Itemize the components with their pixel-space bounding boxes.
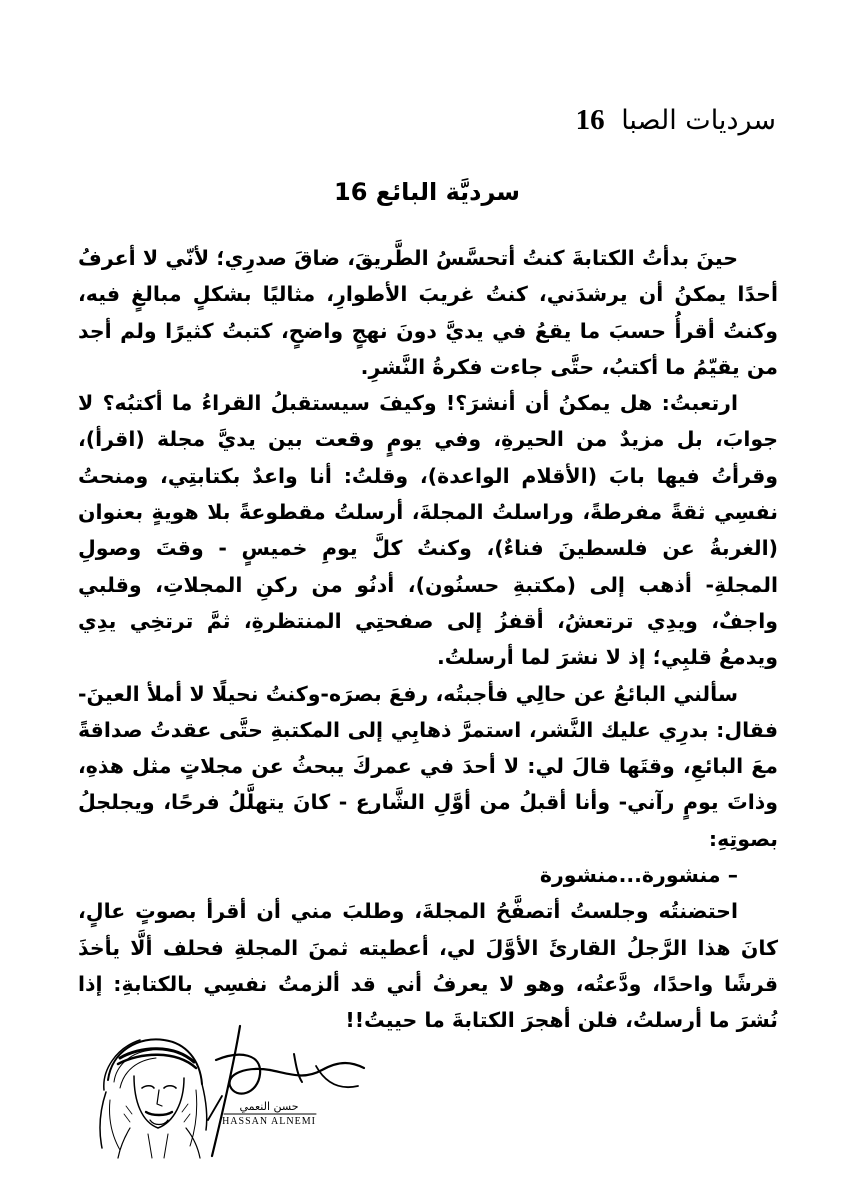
paragraph-3: سألني البائعُ عن حالِي فأجبتُه، رفعَ بصرَه-وكنتُ نحيلًا لا أملأ العينَ-فقال: بدرِي عليك النَّشر، استمرَّ ذهابِي إلى المكتبةِ حتَّى عقدتُ صداقةً معَ البائعِ، وقتَها قالَ لي: لا أحدَ في عمركَ يبحثُ عن مجلاتٍ مثل هذهِ، وذاتَ يومٍ رآني- وأنا أقبلُ من أوَّلِ الشَّارع - كانَ يتهلَّلُ فرحًا، ويجلجلُ بصوتِهِ: [78,681,778,851]
signature-name-english: HASSAN ALNEMI [222,1116,316,1127]
body-text [78,240,778,1039]
series-number: 16 [575,104,605,136]
signature-name-arabic: حسن النعمي [239,1100,299,1113]
paragraph-2: ارتعبتُ: هل يمكنُ أن أنشرَ؟! وكيفَ سيستقبلُ القراءُ ما أكتبُه؟ لا جوابَ، بل مزيدٌ من الحيرةِ، وفي يومٍ وقعت بين يديَّ مجلة (اقرأ)، وقرأتُ فيها بابَ (الأقلام الواعدة)، وقلتُ: أنا واعدٌ بكتابتِي، ومنحتُ نفسِي ثقةً مفرطةً، وراسلتُ المجلةَ، أرسلتُ مقطوعةً بلا هويةٍ بعنوان (الغربةُ عن فلسطينَ فناءٌ)، وكنتُ كلَّ يومِ خميسٍ - وقتَ وصولِ المجلةِ- أذهب إلى (مكتبةِ حسنُون)، أدنُو من ركنِ المجلاتِ، وقلبي واجفٌ، ويدِي ترتعشُ، أقفزُ إلى صفحتِي المنتظرةِ، ثمَّ ترتخِي يدِي ويدمعُ قلبِي؛ إذ لا نشرَ لما أرسلتُ. [78,391,778,670]
paragraph-1: حينَ بدأتُ الكتابةَ كنتُ أتحسَّسُ الطَّريقَ، ضاقَ صدرِي؛ لأنّي لا أعرفُ أحدًا يمكنُ أن يرشدَني، كنتُ غريبَ الأطوارِ، مثاليًا بشكلٍ مبالغٍ فيه، وكنتُ أقرأُ حسبَ ما يقعُ في يديَّ دونَ نهجٍ واضحٍ، كتبتُ كثيرًا ولم أجد من يقيّمُ ما أكتبُ، حتَّى جاءت فكرةُ النَّشرِ. [78,246,778,379]
paragraph-4-dialogue: – منشورة...منشورة [539,863,738,888]
series-title-text: سرديات الصبا [621,105,776,136]
author-signature-portrait [90,1010,410,1160]
paragraph-5: احتضنتُه وجلستُ أتصفَّحُ المجلةَ، وطلبَ مني أن أقرأ بصوتٍ عالٍ، كانَ هذا الرَّجلُ القارئَ الأوَّلَ لي، أعطيته ثمنَ المجلةِ فحلف ألَّا يأخذَ قرشًا واحدًا، ودَّعتُه، وهو لا يعرفُ أني قد ألزمتُ نفسِي بالكتابةِ: إذا نُشرَ ما أرسلتُ، فلن أهجرَ الكتابةَ ما حييتُ!! [78,899,778,1033]
piece-title: سرديَّة البائع 16 [334,178,520,206]
series-header [576,100,776,141]
